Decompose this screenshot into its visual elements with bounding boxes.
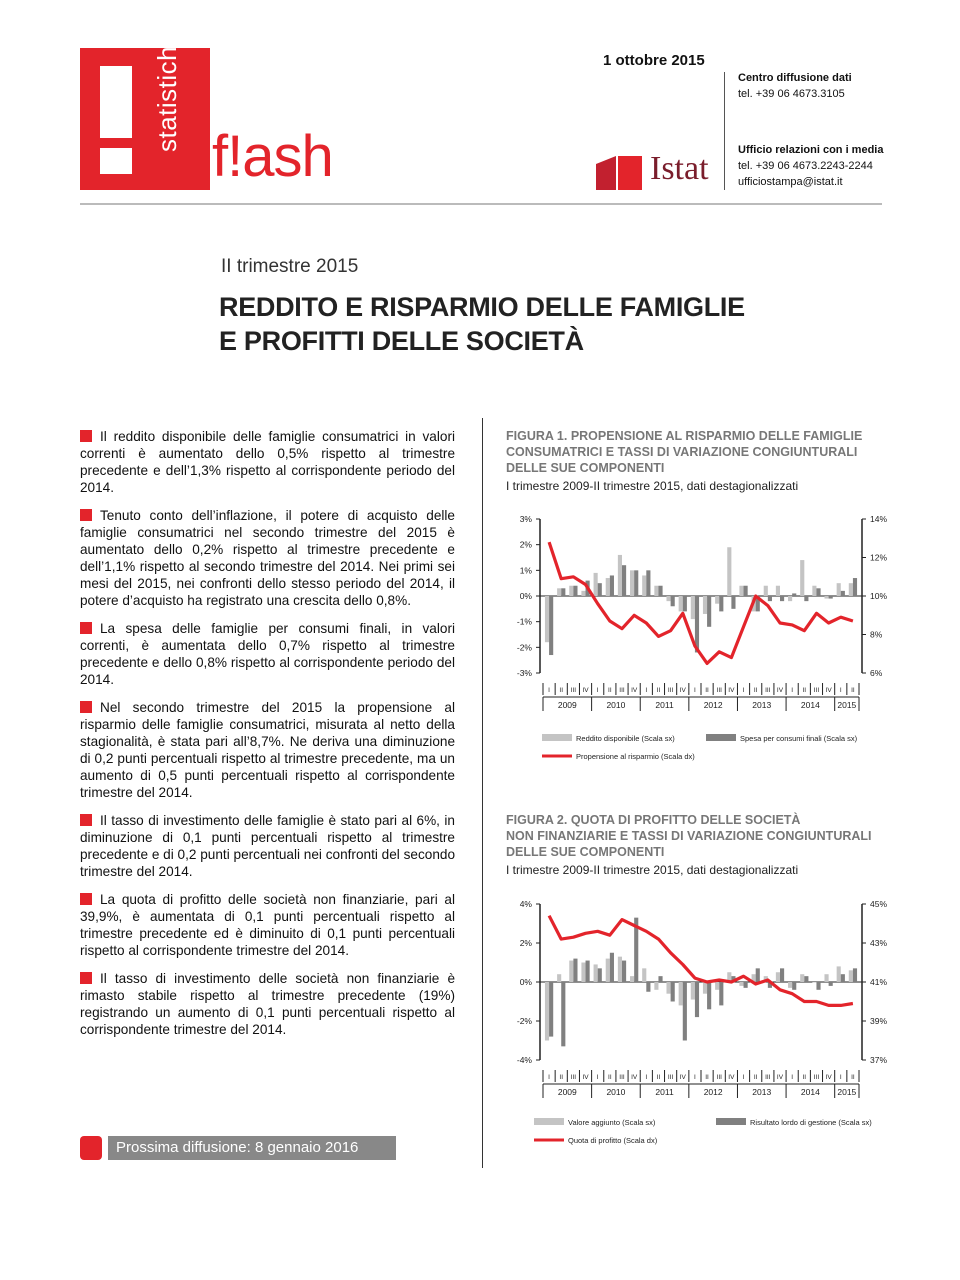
istat-wordmark: Istat: [650, 150, 709, 187]
right-tick-label: 8%: [870, 629, 883, 640]
bar: [557, 974, 561, 982]
bar: [800, 560, 804, 596]
left-tick-label: -3%: [516, 668, 532, 678]
bar: [703, 982, 707, 994]
left-tick-label: 0%: [519, 591, 532, 601]
quarter-label: IV: [728, 687, 735, 694]
quarter-label: I: [645, 687, 648, 694]
bar: [837, 966, 841, 982]
highlight-text: Nel secondo trimestre del 2015 la propensione al risparmio delle famiglie consumatrici, misurata al netto della stagionalità, è stata pari all’8,7%. Ne deriva una diminuzione di 0,2 punti percentuali rispetto al trimestre precedente, ma un aumento di 0,5 punti percentuali rispetto al corrispondente trimestre del 2014.: [80, 700, 455, 800]
series-line: [549, 916, 853, 1006]
figure-2-chart: [500, 890, 900, 1152]
bar: [739, 982, 743, 986]
bar: [666, 596, 670, 601]
bar: [671, 596, 675, 606]
red-square-icon: [80, 430, 92, 442]
title-line: REDDITO E RISPARMIO DELLE FAMIGLIE: [219, 292, 745, 322]
year-label: 2014: [800, 1087, 820, 1097]
left-tick-label: 2%: [519, 938, 532, 948]
bar: [618, 555, 622, 596]
quarter-label: I: [839, 1074, 842, 1081]
year-label: 2011: [655, 1087, 674, 1097]
bar: [630, 570, 634, 596]
quarter-label: III: [667, 1074, 674, 1081]
quarter-label: I: [596, 687, 599, 694]
quarter-label: I: [791, 1074, 794, 1081]
contact-label: Centro diffusione dati: [738, 72, 852, 84]
bar: [594, 573, 598, 596]
highlight-text: La spesa delle famiglie per consumi finali, in valori correnti, è aumentata dello 0,7% rispetto al trimestre precedente e dello 0,8% rispetto al corrispondente periodo del 2014.: [80, 621, 455, 687]
bar: [586, 961, 590, 982]
bar: [679, 596, 683, 611]
bar: [691, 596, 695, 619]
quarter-label: IV: [728, 1074, 735, 1081]
bar: [776, 586, 780, 596]
bar: [707, 982, 711, 1009]
bar: [598, 583, 602, 596]
quarter-label: II: [656, 1074, 661, 1081]
report-period: II trimestre 2015: [221, 256, 359, 277]
year-label: 2015: [837, 700, 857, 710]
bar: [739, 586, 743, 596]
contact-label: Ufficio relazioni con i media: [738, 144, 884, 156]
header-divider: [724, 72, 725, 190]
bar: [780, 968, 784, 982]
red-square-icon: [80, 701, 92, 713]
bar: [707, 596, 711, 627]
bar: [800, 974, 804, 982]
bar: [622, 961, 626, 982]
quarter-label: I: [645, 1074, 648, 1081]
red-square-icon: [80, 972, 92, 984]
bar: [666, 982, 670, 994]
bar: [812, 982, 816, 983]
header-rule: [80, 203, 882, 205]
bar: [581, 963, 585, 983]
bar: [630, 976, 634, 982]
bar: [561, 982, 565, 1046]
figure-title-line: FIGURA 2. QUOTA DI PROFITTO DELLE SOCIETÀ: [506, 813, 801, 827]
right-tick-label: 10%: [870, 591, 888, 601]
legend-label: Reddito disponibile (Scala sx): [576, 734, 675, 743]
legend-label: Risultato lordo di gestione (Scala sx): [750, 1118, 872, 1127]
right-tick-label: 37%: [870, 1055, 888, 1065]
quarter-label: I: [548, 687, 550, 694]
bar: [683, 596, 687, 611]
bar: [646, 570, 650, 596]
bar: [853, 578, 857, 596]
contact-phone: tel. +39 06 4673.3105: [738, 88, 845, 100]
bar: [594, 964, 598, 982]
bar: [816, 982, 820, 990]
bar: [695, 982, 699, 1017]
red-square-icon: [80, 893, 92, 905]
flash-wordmark: f!ash: [212, 124, 333, 189]
left-tick-label: 3%: [519, 514, 532, 524]
right-tick-label: 43%: [870, 938, 888, 948]
quarter-label: II: [559, 1074, 564, 1081]
figure-1-title: [506, 428, 862, 476]
quarter-label: II: [802, 1074, 807, 1081]
quarter-label: II: [851, 1074, 855, 1081]
figure-title-line: NON FINANZIARIE E TASSI DI VARIAZIONE CONGIUNTURALI: [506, 829, 872, 843]
quarter-label: I: [548, 1074, 550, 1081]
bar: [816, 588, 820, 596]
bar: [731, 596, 735, 609]
figure-title-line: CONSUMATRICI E TASSI DI VARIAZIONE CONGIUNTURALI: [506, 445, 858, 459]
highlight-item: [80, 620, 455, 688]
quarter-label: IV: [679, 687, 686, 694]
report-title: [219, 290, 745, 358]
left-tick-label: 1%: [519, 565, 532, 576]
highlight-text: Tenuto conto dell’inflazione, il potere di acquisto delle famiglie consumatrici nel secondo trimestre del 2015 è aumentato dello 0,2% rispetto al trimestre precedente e dell’1,1% rispetto al secondo trimestre del 2014. Nei primi sei mesi del 2015, nei confronti dello stesso periodo del 2014, il potere d’acquisto ha registrato una crescita dello 0,8%.: [80, 508, 455, 608]
quarter-label: III: [813, 1074, 820, 1081]
quarter-label: III: [716, 687, 722, 694]
year-label: 2012: [703, 700, 723, 710]
right-tick-label: 12%: [870, 552, 888, 563]
legend-label: Quota di profitto (Scala dx): [568, 1136, 658, 1145]
quarter-label: IV: [776, 687, 784, 694]
legend-label: Valore aggiunto (Scala sx): [568, 1118, 656, 1127]
bar: [792, 982, 796, 990]
highlights-list: [80, 428, 455, 1049]
year-label: 2009: [557, 1087, 577, 1097]
legend-label: Spesa per consumi finali (Scala sx): [740, 734, 858, 743]
bar: [545, 596, 549, 642]
bar: [658, 586, 662, 596]
publication-date: 1 ottobre 2015: [603, 52, 705, 69]
bar: [545, 982, 549, 1041]
year-label: 2013: [752, 700, 772, 710]
quarter-label: IV: [631, 1074, 638, 1081]
bar: [841, 974, 845, 982]
exclamation-icon: [96, 66, 136, 176]
year-label: 2013: [752, 1087, 772, 1097]
highlight-item: [80, 428, 455, 496]
bar: [671, 982, 675, 1002]
bar: [768, 596, 772, 601]
quarter-label: IV: [631, 687, 638, 694]
contact-phone: tel. +39 06 4673.2243-2244: [738, 160, 873, 172]
quarter-label: I: [791, 687, 794, 694]
quarter-label: III: [667, 687, 674, 694]
figure-2-title: [506, 812, 872, 860]
highlight-text: Il tasso di investimento delle società non finanziarie è rimasto stabile rispetto al trimestre precedente (19%) registrando un aumento di 0,1 punti percentuali rispetto al corrispondente trimestre del 2014.: [80, 971, 455, 1037]
left-tick-label: -2%: [516, 642, 532, 653]
bar: [829, 596, 833, 599]
figure-title-line: DELLE SUE COMPONENTI: [506, 461, 665, 475]
figure-2-subtitle: I trimestre 2009-II trimestre 2015, dati destagionalizzati: [506, 863, 799, 877]
quarter-label: IV: [825, 687, 832, 694]
left-tick-label: 0%: [519, 977, 532, 987]
contact-block-media: [738, 142, 883, 190]
figure-title-line: FIGURA 1. PROPENSIONE AL RISPARMIO DELLE FAMIGLIE: [506, 429, 863, 443]
column-divider: [482, 418, 483, 1168]
logo-vertical-text: statistiche: [152, 30, 182, 152]
bar: [642, 968, 646, 982]
next-release-banner: [80, 1136, 396, 1160]
quarter-label: II: [705, 687, 709, 694]
left-tick-label: -1%: [516, 616, 532, 627]
bar: [744, 586, 748, 596]
bar: [569, 961, 573, 982]
quarter-label: II: [851, 687, 855, 694]
bar: [715, 982, 719, 990]
quarter-label: III: [570, 1074, 577, 1081]
highlight-item: [80, 699, 455, 801]
red-square-icon: [80, 622, 92, 634]
bar: [622, 565, 626, 596]
bar: [764, 586, 768, 596]
quarter-label: IV: [776, 1074, 784, 1081]
bar: [719, 596, 723, 611]
quarter-label: II: [753, 687, 758, 694]
legend-swatch: [716, 1118, 746, 1125]
quarter-label: I: [839, 687, 842, 694]
quarter-label: II: [705, 1074, 709, 1081]
bar: [573, 586, 577, 596]
quarter-label: II: [802, 687, 807, 694]
bar: [606, 959, 610, 982]
year-label: 2010: [606, 700, 626, 710]
highlight-item: [80, 891, 455, 959]
bar: [691, 982, 695, 1000]
quarter-label: I: [742, 687, 745, 694]
left-tick-label: 2%: [519, 539, 532, 550]
figure-1-subtitle: I trimestre 2009-II trimestre 2015, dati destagionalizzati: [506, 479, 799, 493]
quarter-label: IV: [825, 1074, 832, 1081]
figure-title-line: DELLE SUE COMPONENTI: [506, 845, 665, 859]
quarter-label: III: [619, 1074, 625, 1081]
bar: [683, 982, 687, 1041]
bar: [561, 588, 565, 596]
quarter-label: III: [765, 1074, 771, 1081]
bar: [703, 596, 707, 614]
quarter-label: III: [813, 687, 820, 694]
legend-swatch: [534, 1118, 564, 1125]
highlight-text: Il tasso di investimento delle famiglie è stato pari al 6%, in diminuzione di 0,1 punti percentuali rispetto al trimestre precedente e di 0,2 punti percentuali nei confronti del secondo trimestre del 2014.: [80, 813, 455, 879]
bar: [557, 588, 561, 596]
contact-block-data-center: [738, 70, 852, 102]
bar: [719, 982, 723, 1005]
bar: [744, 982, 748, 988]
right-tick-label: 45%: [870, 899, 888, 909]
right-tick-label: 39%: [870, 1016, 888, 1026]
red-square-icon: [80, 509, 92, 521]
left-tick-label: 4%: [519, 899, 532, 909]
bar: [776, 972, 780, 982]
bar: [849, 583, 853, 596]
bar: [727, 547, 731, 596]
bar: [581, 591, 585, 596]
contact-email[interactable]: ufficiostampa@istat.it: [738, 176, 843, 188]
bar: [812, 586, 816, 596]
bar: [829, 982, 833, 986]
bar: [788, 596, 792, 601]
quarter-label: I: [742, 1074, 745, 1081]
bar: [606, 578, 610, 596]
bar: [780, 596, 784, 601]
bar: [849, 970, 853, 982]
red-square-icon: [80, 1136, 102, 1160]
year-label: 2011: [655, 700, 674, 710]
quarter-label: I: [596, 1074, 599, 1081]
highlight-item: [80, 507, 455, 609]
bar: [549, 596, 553, 655]
right-tick-label: 6%: [870, 668, 883, 678]
year-label: 2010: [606, 1087, 626, 1097]
right-tick-label: 14%: [870, 514, 888, 524]
quarter-label: III: [570, 687, 577, 694]
bar: [788, 982, 792, 988]
bar: [837, 583, 841, 596]
bar: [841, 591, 845, 596]
quarter-label: I: [694, 687, 696, 694]
bar: [654, 982, 658, 990]
bar: [549, 982, 553, 1037]
quarter-label: II: [608, 687, 612, 694]
bar: [804, 976, 808, 982]
bar: [573, 959, 577, 982]
legend-label: Propensione al risparmio (Scala dx): [576, 752, 695, 761]
quarter-label: III: [619, 687, 625, 694]
year-label: 2009: [557, 700, 577, 710]
highlight-item: [80, 970, 455, 1038]
highlight-item: [80, 812, 455, 880]
highlight-text: Il reddito disponibile delle famiglie consumatrici in valori correnti è aumentato dello 0,5% rispetto al trimestre precedente e dell’1,3% rispetto al corrispondente periodo del 2014.: [80, 429, 455, 495]
bar: [824, 596, 828, 599]
bar: [642, 575, 646, 596]
quarter-label: IV: [582, 1074, 589, 1081]
next-release-text: Prossima diffusione: 8 gennaio 2016: [108, 1136, 396, 1160]
quarter-label: I: [694, 1074, 696, 1081]
bar: [658, 976, 662, 982]
title-line: E PROFITTI DELLE SOCIETÀ: [219, 326, 584, 356]
bar: [618, 957, 622, 982]
year-label: 2012: [703, 1087, 723, 1097]
quarter-label: III: [765, 687, 771, 694]
year-label: 2015: [837, 1087, 857, 1097]
quarter-label: III: [716, 1074, 722, 1081]
bar: [792, 593, 796, 596]
quarter-label: II: [608, 1074, 612, 1081]
bar: [598, 968, 602, 982]
bar: [853, 968, 857, 982]
red-square-icon: [80, 814, 92, 826]
series-line: [549, 542, 853, 663]
quarter-label: IV: [582, 687, 589, 694]
bar: [804, 596, 808, 601]
left-tick-label: -2%: [516, 1016, 532, 1026]
bar: [715, 596, 719, 604]
highlight-text: La quota di profitto delle società non finanziarie, pari al 39,9%, è aumentata di 0,1 punti percentuali rispetto al trimestre precedente ed è diminuito di 0,1 punti percentuali rispetto al corrispondente trimestre del 2014.: [80, 892, 455, 958]
quarter-label: II: [656, 687, 661, 694]
bar: [654, 586, 658, 596]
bar: [610, 953, 614, 982]
bar: [634, 570, 638, 596]
year-label: 2014: [800, 700, 820, 710]
figure-1-chart: [500, 505, 900, 773]
bar: [610, 575, 614, 596]
legend-swatch: [706, 734, 736, 741]
bar: [679, 982, 683, 1005]
left-tick-label: -4%: [516, 1055, 532, 1065]
quarter-label: II: [753, 1074, 758, 1081]
right-tick-label: 41%: [870, 977, 888, 987]
bar: [569, 586, 573, 596]
bar: [756, 968, 760, 982]
quarter-label: IV: [679, 1074, 686, 1081]
quarter-label: II: [559, 687, 564, 694]
bar: [824, 974, 828, 982]
legend-swatch: [542, 734, 572, 741]
bar: [646, 982, 650, 992]
